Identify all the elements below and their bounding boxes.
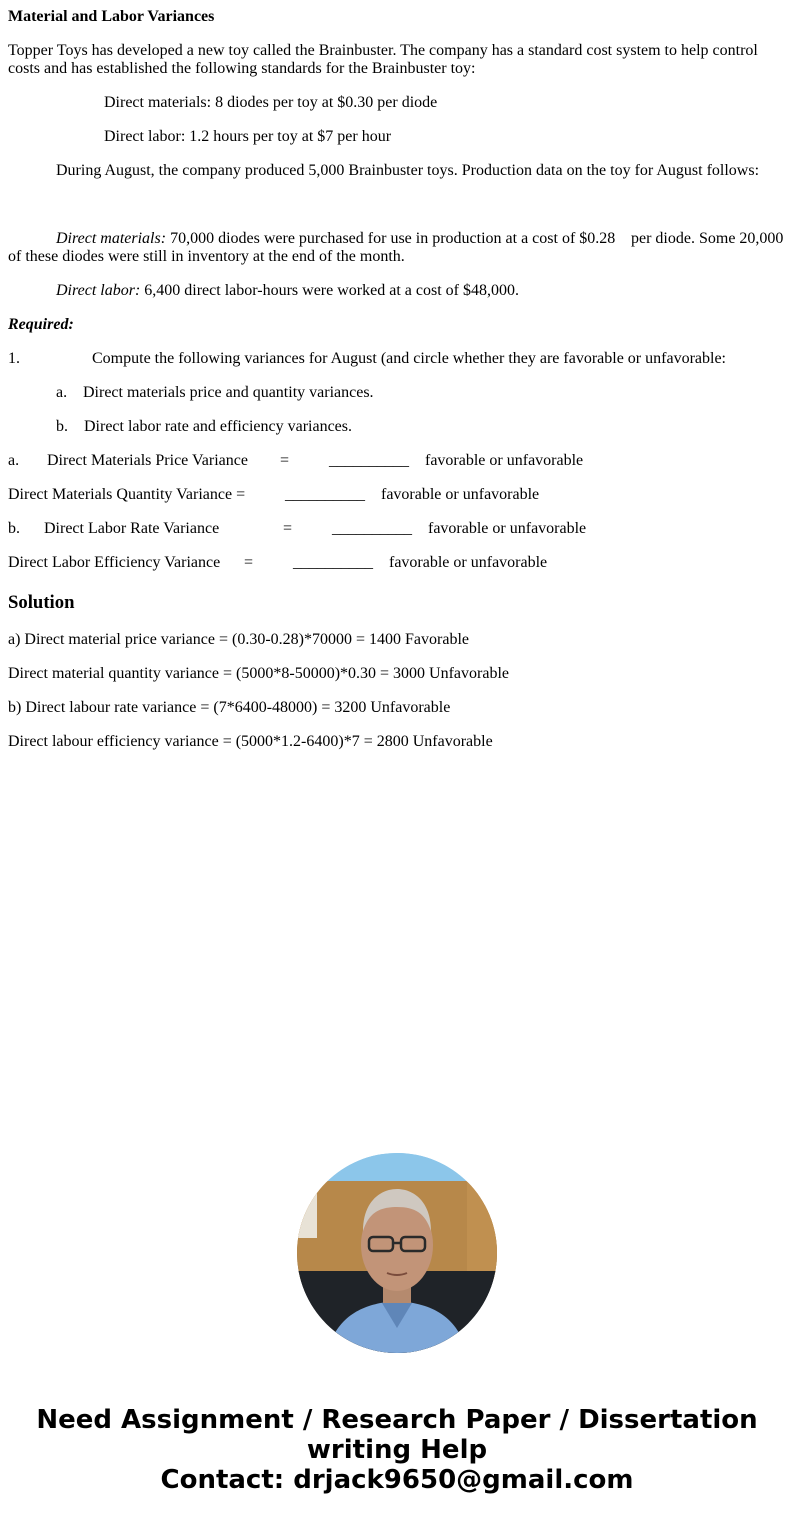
answer-b-prefix: b. — [8, 520, 20, 537]
sub-item-b-letter: b. — [56, 418, 68, 435]
answer-rate-label: Direct Labor Rate Variance — [44, 520, 220, 537]
question-text: Compute the following variances for August (and circle whether they are favorable or unfavorable: — [92, 350, 726, 367]
answer-efficiency-label: Direct Labor Efficiency Variance — [8, 554, 221, 571]
answer-a-prefix: a. — [8, 452, 20, 469]
banner-line-1: Need Assignment / Research Paper / Dissertation — [36, 1405, 758, 1435]
answer-price-choice: favorable or unfavorable — [425, 452, 584, 469]
author-photo — [297, 1153, 497, 1353]
intro-paragraph: Topper Toys has developed a new toy called the Brainbuster. The company has a standard cost system to help control costs and has established the following standards for the Brainbuster toy: — [8, 42, 758, 77]
answer-quantity-label: Direct Materials Quantity Variance = — [8, 486, 246, 503]
sub-item-a-text: Direct materials price and quantity variances. — [83, 384, 374, 401]
solution-heading: Solution — [8, 592, 75, 613]
materials-text-b: per diode. Some 20,000 — [631, 230, 784, 247]
solution-line: a) Direct material price variance = (0.30-0.28)*70000 = 1400 Favorable — [8, 631, 469, 648]
answer-price-blank: __________ — [329, 452, 409, 469]
solution-line: Direct labour efficiency variance = (5000*1.2-6400)*7 = 2800 Unfavorable — [8, 733, 493, 750]
solution-line: b) Direct labour rate variance = (7*6400-48000) = 3200 Unfavorable — [8, 699, 451, 716]
labor-text: 6,400 direct labor-hours were worked at a cost of $48,000. — [140, 282, 519, 299]
production-paragraph: During August, the company produced 5,000 Brainbuster toys. Production data on the toy for August follows: — [56, 162, 760, 179]
materials-text-c: of these diodes were still in inventory at the end of the month. — [8, 248, 405, 265]
sub-item-a-letter: a. — [56, 384, 68, 401]
author-portrait-icon — [297, 1153, 497, 1353]
labor-data — [56, 282, 519, 300]
answer-quantity-choice: favorable or unfavorable — [381, 486, 540, 503]
answer-rate-equals: = — [283, 520, 293, 537]
standard-materials: Direct materials: 8 diodes per toy at $0.30 per diode — [104, 94, 438, 111]
answer-price-label: Direct Materials Price Variance — [47, 452, 248, 469]
banner-line-2: writing Help — [306, 1435, 488, 1465]
answer-rate-choice: favorable or unfavorable — [428, 520, 587, 537]
standard-labor: Direct labor: 1.2 hours per toy at $7 per hour — [104, 128, 392, 145]
labor-label: Direct labor: — [56, 282, 141, 299]
materials-label: Direct materials: — [56, 230, 167, 247]
answer-rate-blank: __________ — [332, 520, 412, 537]
materials-data-line1 — [56, 230, 615, 248]
answer-quantity-blank: __________ — [285, 486, 365, 503]
answer-efficiency-equals: = — [244, 554, 254, 571]
solution-line: Direct material quantity variance = (5000*8-50000)*0.30 = 3000 Unfavorable — [8, 665, 509, 682]
answer-price-equals: = — [280, 452, 290, 469]
required-label: Required: — [8, 316, 74, 333]
materials-text-a: 70,000 diodes were purchased for use in production at a cost of $0.28 — [166, 230, 616, 247]
answer-efficiency-choice: favorable or unfavorable — [389, 554, 548, 571]
question-number: 1. — [8, 350, 20, 367]
banner-contact: Contact: drjack9650@gmail.com — [160, 1465, 634, 1495]
sub-item-b-text: Direct labor rate and efficiency variances. — [84, 418, 352, 435]
document-title: Material and Labor Variances — [8, 8, 215, 25]
answer-efficiency-blank: __________ — [293, 554, 373, 571]
